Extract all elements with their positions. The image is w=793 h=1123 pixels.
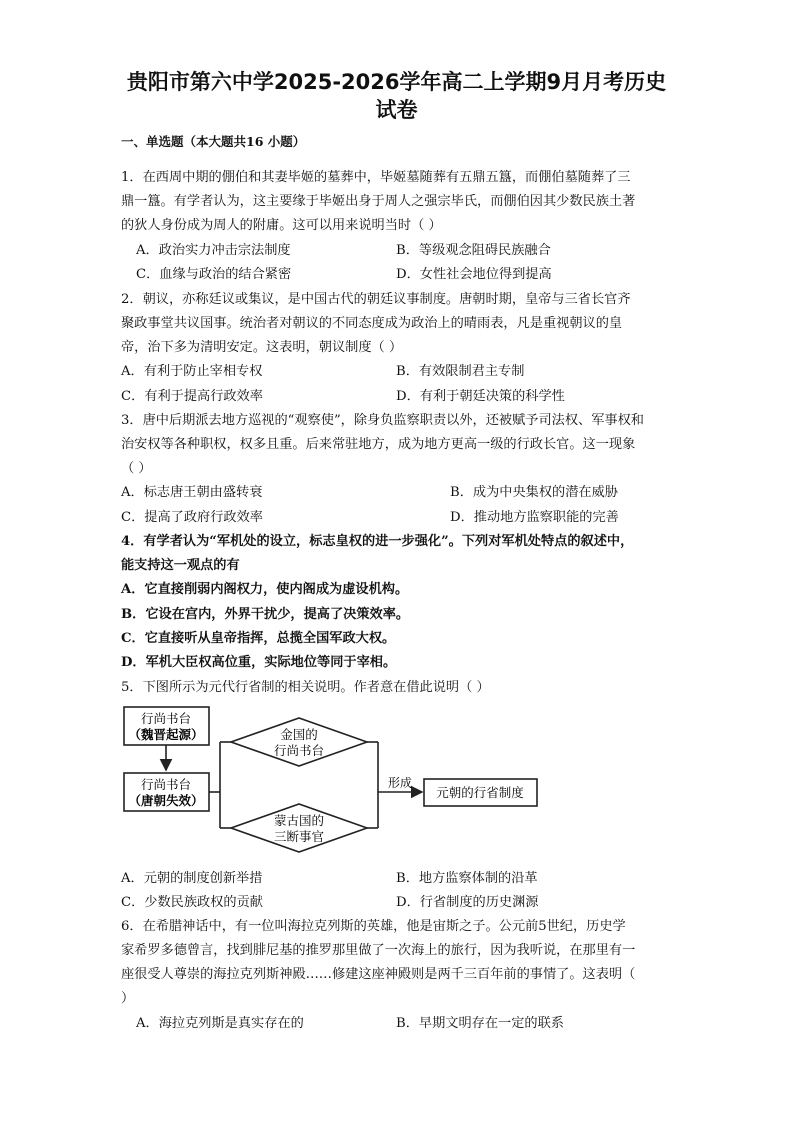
q1-option-c[interactable]: C．血缘与政治的结合紧密 <box>136 267 292 282</box>
q1-option-a[interactable]: A．政治实力冲击宗法制度 <box>136 243 291 258</box>
q2-option-d[interactable]: D．有利于朝廷决策的科学性 <box>396 389 565 404</box>
q3-stem-line3: （ ） <box>121 461 152 476</box>
diagram-box-tang-label1: 行尚书台 <box>140 777 192 792</box>
diagram-diamond-jin-label2: 行尚书台 <box>273 743 325 758</box>
q5-option-d[interactable]: D．行省制度的历史渊源 <box>396 895 539 910</box>
diagram-diamond-mongol-label1: 蒙古国的 <box>273 813 325 828</box>
q1-stem-line3: 的狄人身份成为周人的附庸。这可以用来说明当时（ ） <box>121 218 442 233</box>
q6-stem-line2: 家希罗多德曾言，找到腓尼基的推罗那里做了一次海上的旅行，因为我听说，在那里有一 <box>121 943 636 958</box>
q6-stem-line1: 6．在希腊神话中，有一位叫海拉克列斯的英雄，他是宙斯之子。公元前5世纪，历史学 <box>121 919 626 934</box>
diagram-diamond-mongol-label2: 三断事官 <box>273 829 325 844</box>
diagram-box-origin-label1: 行尚书台 <box>140 711 192 726</box>
q1-stem-line2: 鼎一簋。有学者认为，这主要缘于毕姬出身于周人之强宗毕氏，而倗伯因其少数民族土著 <box>121 194 636 209</box>
exam-title-line2: 试卷 <box>375 98 418 122</box>
q5-option-c[interactable]: C．少数民族政权的贡献 <box>121 895 263 910</box>
q5-diagram <box>118 700 548 862</box>
q2-option-c[interactable]: C．有利于提高行政效率 <box>121 389 263 404</box>
q4-stem-line2: 能支持这一观点的有 <box>121 558 240 573</box>
q3-option-a[interactable]: A．标志唐王朝由盛转衰 <box>121 485 263 500</box>
q3-option-b[interactable]: B．成为中央集权的潜在威胁 <box>450 485 618 500</box>
diagram-arrow-label: 形成 <box>387 776 413 790</box>
diagram-diamond-jin-label1: 金国的 <box>280 727 318 742</box>
q3-option-c[interactable]: C．提高了政府行政效率 <box>121 510 263 525</box>
q2-option-a[interactable]: A．有利于防止宰相专权 <box>121 364 263 379</box>
q6-option-b[interactable]: B．早期文明存在一定的联系 <box>396 1016 564 1031</box>
diagram-diamond-jin <box>231 718 367 766</box>
q3-stem-line2: 治安权等各种职权，权多且重。后来常驻地方，成为地方更高一级的行政长官。这一现象 <box>121 437 636 452</box>
q6-stem-line4: ） <box>121 991 135 1006</box>
q2-stem-line1: 2．朝议，亦称廷议或集议，是中国古代的朝廷议事制度。唐朝时期，皇帝与三省长官齐 <box>121 292 631 307</box>
q6-stem-line3: 座很受人尊崇的海拉克列斯神殿……修建这座神殿则是两千三百年前的事情了。这表明（ <box>121 967 636 982</box>
q6-option-a[interactable]: A．海拉克列斯是真实存在的 <box>136 1016 304 1031</box>
diagram-box-tang-label2: （唐朝失效） <box>128 793 204 808</box>
q2-stem-line3: 帝，治下多为清明安定。这表明，朝议制度（ ） <box>121 340 403 355</box>
q5-stem: 5．下图所示为元代行省制的相关说明。作者意在借此说明（ ） <box>121 680 490 695</box>
q2-option-b[interactable]: B．有效限制君主专制 <box>396 364 525 379</box>
q1-stem-line1: 1．在西周中期的倗伯和其妻毕姬的墓葬中，毕姬墓随葬有五鼎五簋，而倗伯墓随葬了三 <box>121 170 631 185</box>
q3-option-d[interactable]: D．推动地方监察职能的完善 <box>450 510 619 525</box>
q4-option-b[interactable]: B．它设在宫内，外界干扰少，提高了决策效率。 <box>121 607 410 622</box>
q4-option-c[interactable]: C．它直接听从皇帝指挥，总揽全国军政大权。 <box>121 631 396 646</box>
q3-stem-line1: 3．唐中后期派去地方巡视的“观察使”，除身负监察职责以外，还被赋予司法权、军事权和 <box>121 413 644 428</box>
q1-option-b[interactable]: B．等级观念阻碍民族融合 <box>396 243 551 258</box>
diagram-box-result-label: 元朝的行省制度 <box>436 785 524 800</box>
q4-option-a[interactable]: A．它直接削弱内阁权力，使内阁成为虚设机构。 <box>121 582 409 597</box>
q4-stem-line1: 4．有学者认为“军机处的设立，标志皇权的进一步强化”。下列对军机处特点的叙述中， <box>121 534 634 549</box>
q5-option-a[interactable]: A．元朝的制度创新举措 <box>121 871 263 886</box>
diagram-diamond-mongol <box>231 804 367 852</box>
q5-option-b[interactable]: B．地方监察体制的沿革 <box>396 871 538 886</box>
section-heading: 一、单选题（本大题共16 小题） <box>121 134 306 149</box>
q2-stem-line2: 聚政事堂共议国事。统治者对朝议的不同态度成为政治上的晴雨表，凡是重视朝议的皇 <box>121 316 623 331</box>
q1-option-d[interactable]: D．女性社会地位得到提高 <box>396 267 552 282</box>
exam-title-line1: 贵阳市第六中学2025-2026学年高二上学期9月月考历史 <box>126 70 667 94</box>
diagram-box-origin-label2: （魏晋起源） <box>128 727 204 742</box>
q4-option-d[interactable]: D．军机大臣权高位重，实际地位等同于宰相。 <box>121 655 397 670</box>
